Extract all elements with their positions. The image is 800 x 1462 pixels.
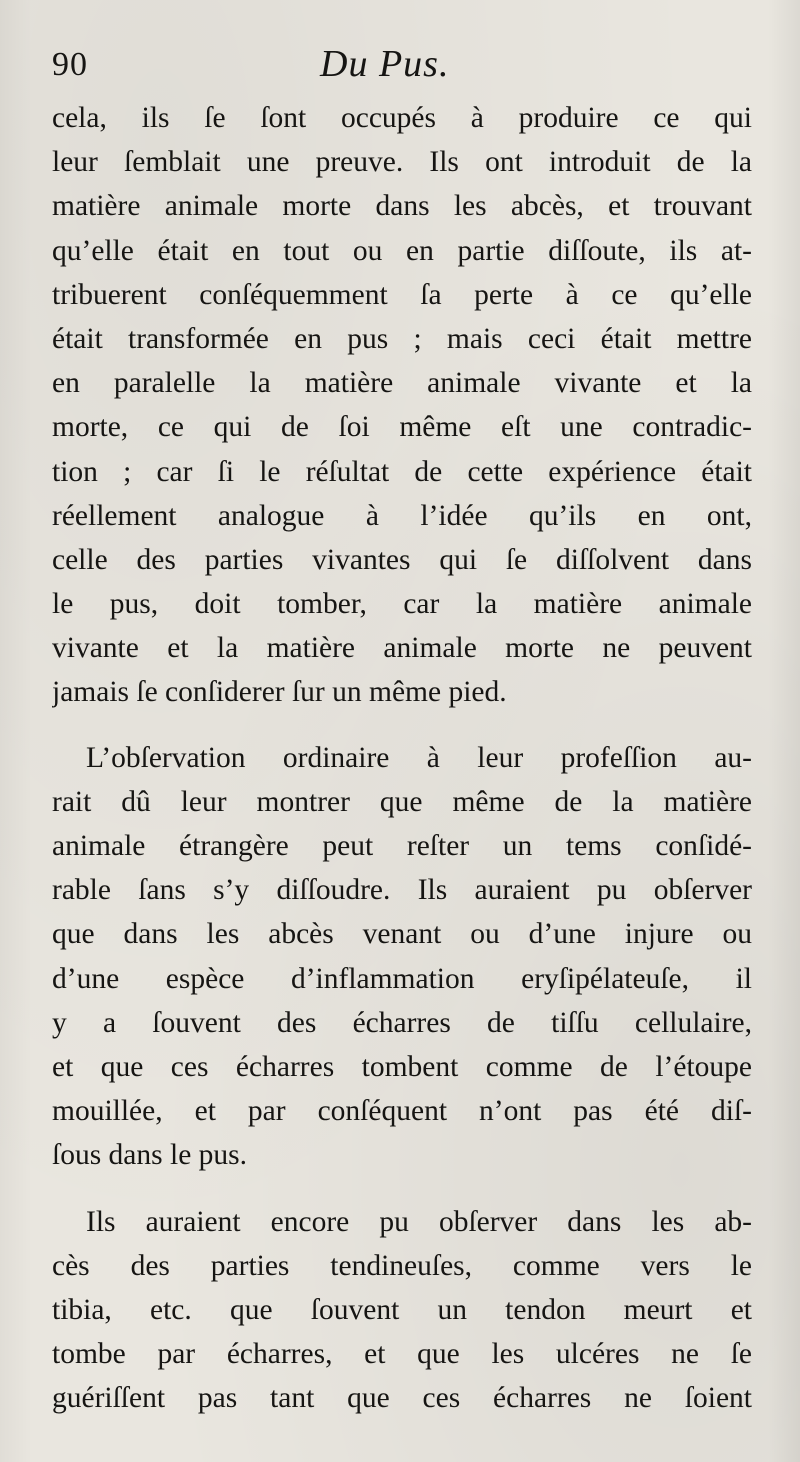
text-line: y a ſouvent des écharres de tiſſu cellulaire, [52,1006,752,1039]
text-line: celle des parties vivantes qui ſe diſſolvent dans [52,543,752,576]
text-line: cès des parties tendineuſes, comme vers le [52,1249,752,1282]
text-line: réellement analogue à l’idée qu’ils en ont, [52,499,752,532]
text-line: qu’elle était en tout ou en partie diſſoute, ils at- [52,234,752,267]
text-line: d’une espèce d’inflammation eryſipélateuſe, il [52,962,752,995]
page-header [52,42,752,92]
running-title: Du Pus. [320,43,450,85]
page-number: 90 [52,46,88,83]
text-line: tombe par écharres, et que les ulcéres ne ſe [52,1338,752,1371]
text-line: morte, ce qui de ſoi même eſt une contradic- [52,411,752,444]
text-line: tibia, etc. que ſouvent un tendon meurt et [52,1293,752,1326]
text-line: tribuerent conſéquemment ſa perte à ce qu’elle [52,278,752,311]
paragraph-2 [52,736,752,1178]
text-line: L’obſervation ordinaire à leur profeſſion au- [86,741,752,774]
text-line: animale étrangère peut reſter un tems conſidé- [52,830,752,862]
text-line: Ils auraient encore pu obſerver dans les ab- [86,1205,752,1238]
paragraph-1 [52,96,752,715]
text-line: et que ces écharres tombent comme de l’étoupe [52,1050,752,1083]
text-line: était transformée en pus ; mais ceci était mettre [52,322,752,355]
text-line: rait dû leur montrer que même de la matière [52,785,752,818]
paragraph-3 [52,1200,752,1421]
text-line: matière animale morte dans les abcès, et trouvant [52,190,752,223]
body-text [52,96,752,1420]
text-line: guériſſent pas tant que ces écharres ne ſoient [52,1382,752,1415]
text-line: leur ſemblait une preuve. Ils ont introduit de la [52,146,752,179]
text-line: mouillée, et par conſéquent n’ont pas été diſ- [52,1095,752,1128]
text-line: ſous dans le pus. [52,1139,248,1172]
text-line: cela, ils ſe ſont occupés à produire ce qui [52,102,752,134]
text-line: jamais ſe conſiderer ſur un même pied. [52,676,507,709]
text-line: rable ſans s’y diſſoudre. Ils auraient pu obſerver [52,874,752,907]
text-line: le pus, doit tomber, car la matière animale [52,588,752,621]
text-line: vivante et la matière animale morte ne peuvent [52,632,752,665]
text-line: tion ; car ſi le réſultat de cette expérience était [52,455,752,488]
text-line: en paralelle la matière animale vivante et la [52,367,752,400]
text-line: que dans les abcès venant ou d’une injure ou [52,918,752,951]
